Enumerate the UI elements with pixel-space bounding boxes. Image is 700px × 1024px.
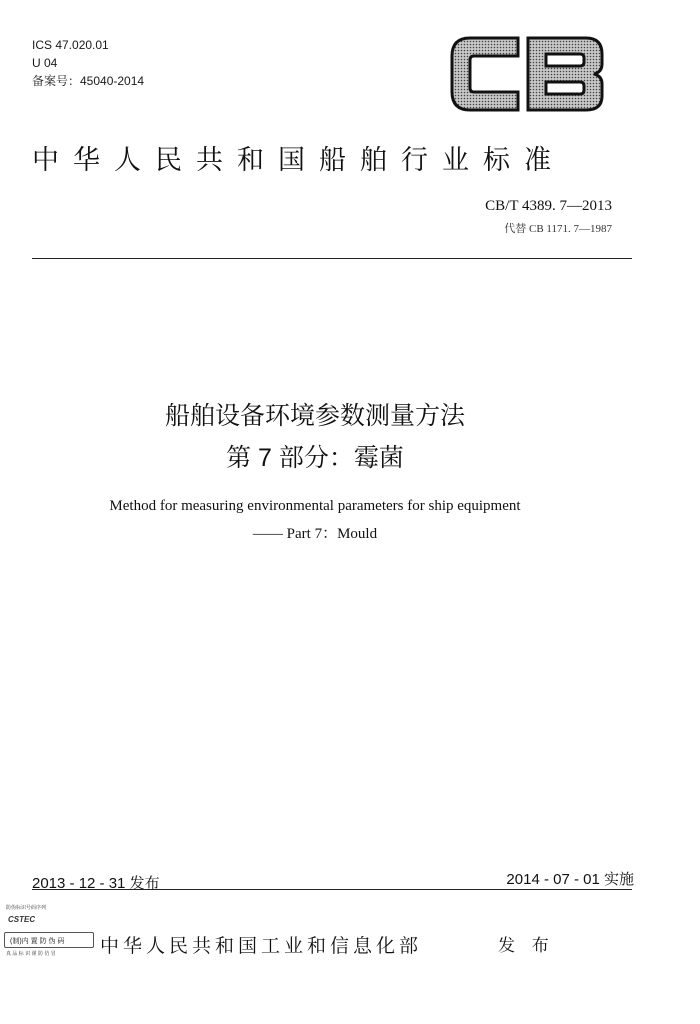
top-divider — [32, 258, 632, 259]
ics-code: ICS 47.020.01 — [32, 38, 109, 52]
publisher-name: 中华人民共和国工业和信息化部 — [100, 936, 423, 957]
title-en-line2: —— Part 7：Mould — [252, 526, 378, 542]
title-cn-line1: 船舶设备环境参数测量方法 — [164, 402, 465, 430]
seal-brand: CSTEC — [8, 915, 36, 924]
replaces-standard: 代替 CB 1171. 7—1987 — [504, 223, 612, 235]
industry-standard-heading: 中华人民共和国船舶行业标准 — [32, 145, 565, 175]
publish-label: 发 布 — [498, 936, 555, 955]
issue-date: 2013 - 12 - 31 发布 — [32, 875, 160, 892]
cb-logo — [448, 34, 606, 114]
seal-line2: (制)内 置 防 伪 码 — [10, 938, 65, 945]
effective-date: 2014 - 07 - 01 实施 — [506, 871, 634, 888]
standard-number: CB/T 4389. 7—2013 — [485, 198, 612, 214]
anti-counterfeit-seal — [4, 902, 96, 960]
filing-number: 备案号：45040-2014 — [32, 74, 145, 88]
title-cn-line2: 第 7 部分：霉菌 — [226, 444, 404, 472]
seal-box — [4, 932, 94, 948]
seal-serial: 防伪标识号码序列 — [6, 905, 47, 911]
title-en-line1: Method for measuring environmental parameters for ship equipment — [109, 498, 521, 514]
bottom-divider — [32, 889, 632, 890]
class-code: U 04 — [32, 56, 58, 70]
seal-line3: 真 品 标 识 谨 防 仿 冒 — [6, 951, 56, 957]
